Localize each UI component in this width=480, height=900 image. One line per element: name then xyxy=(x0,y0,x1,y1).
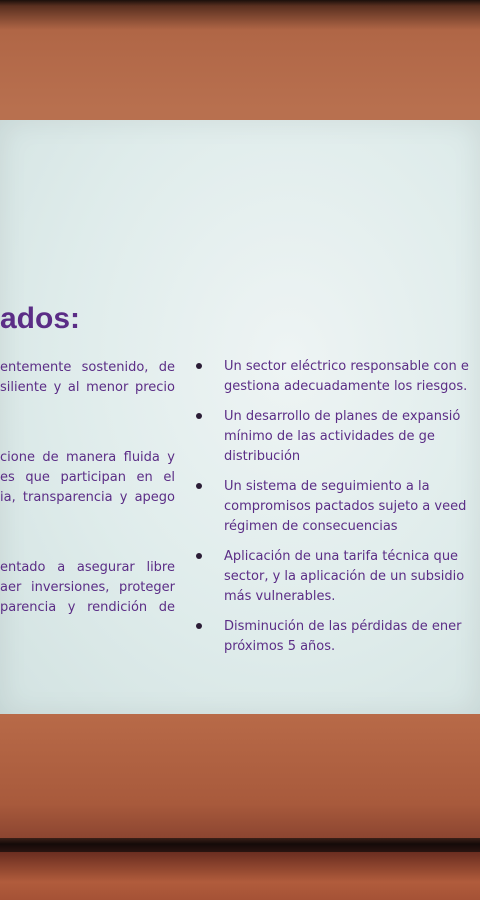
bullet-line: Aplicación de una tarifa técnica que xyxy=(224,549,459,564)
bullet-dot-icon xyxy=(196,623,202,629)
projection-screen xyxy=(0,120,480,716)
bullet-line: mínimo de las actividades de ge xyxy=(224,429,435,444)
left-paragraph-line: aer inversiones, proteger xyxy=(0,580,175,595)
bullet-text xyxy=(224,547,480,607)
screen-frame-bottom xyxy=(0,838,480,852)
bullet-line: Un desarrollo de planes de expansió xyxy=(224,409,461,424)
bullet-text xyxy=(224,407,480,467)
floor-area xyxy=(0,852,480,900)
bullet-text xyxy=(224,477,480,537)
bullet-dot-icon xyxy=(196,483,202,489)
left-paragraph xyxy=(0,358,175,398)
bullet-item xyxy=(190,407,480,467)
right-bullet-list xyxy=(190,357,480,667)
wall-top xyxy=(0,0,480,120)
bullet-line: más vulnerables. xyxy=(224,589,336,604)
left-paragraph-line: cione de manera fluida y xyxy=(0,450,175,465)
bullet-dot-icon xyxy=(196,553,202,559)
bullet-dot-icon xyxy=(196,363,202,369)
bullet-item xyxy=(190,617,480,657)
wall-bottom xyxy=(0,714,480,840)
slide-heading: ados: xyxy=(0,302,81,335)
left-paragraph-line: entemente sostenido, de xyxy=(0,360,175,375)
bullet-dot-icon xyxy=(196,413,202,419)
bullet-line: régimen de consecuencias xyxy=(224,519,398,534)
left-paragraph-line: ia, transparencia y apego xyxy=(0,490,175,505)
bullet-line: Un sector eléctrico responsable con e xyxy=(224,359,469,374)
bullet-item xyxy=(190,357,480,397)
bullet-line: compromisos pactados sujeto a veed xyxy=(224,499,467,514)
left-paragraph-line: parencia y rendición de xyxy=(0,600,175,615)
bullet-line: sector, y la aplicación de un subsidio xyxy=(224,569,465,584)
bullet-line: distribución xyxy=(224,449,301,464)
left-column xyxy=(0,358,175,668)
left-paragraph xyxy=(0,448,175,508)
bullet-line: gestiona adecuadamente los riesgos. xyxy=(224,379,468,394)
bullet-line: Disminución de las pérdidas de ener xyxy=(224,619,462,634)
bullet-item xyxy=(190,477,480,537)
left-paragraph xyxy=(0,558,175,618)
bullet-line: próximos 5 años. xyxy=(224,639,336,654)
bullet-line: Un sistema de seguimiento a la xyxy=(224,479,430,494)
bullet-text xyxy=(224,617,480,657)
left-paragraph-line: es que participan en el xyxy=(0,470,175,485)
left-paragraph-line: entado a asegurar libre xyxy=(0,560,175,575)
left-paragraph-line: siliente y al menor precio xyxy=(0,380,175,395)
bullet-text xyxy=(224,357,480,397)
bullet-item xyxy=(190,547,480,607)
